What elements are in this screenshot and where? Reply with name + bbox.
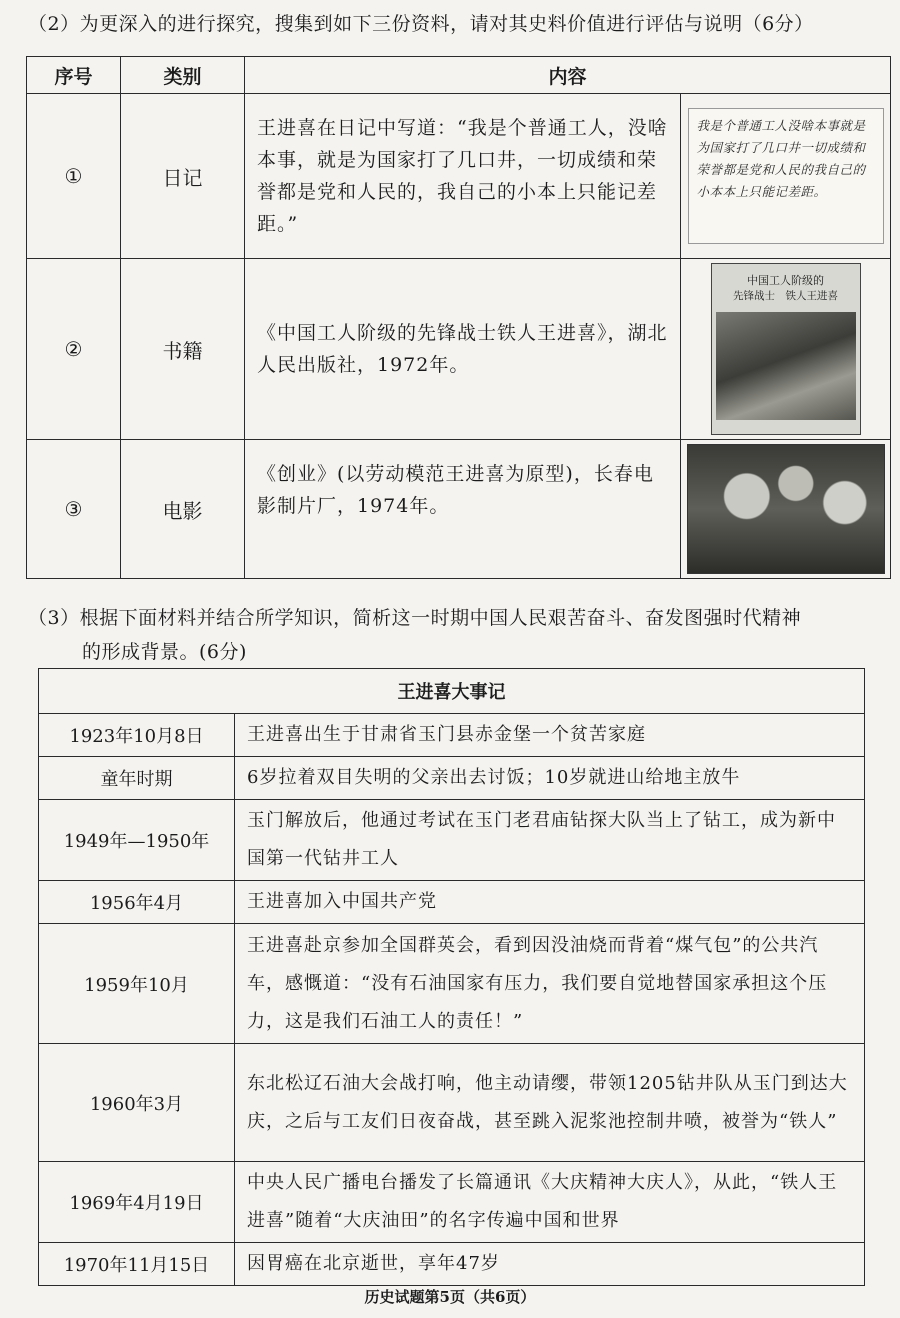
table-row [27,259,891,440]
book-image-cell [681,259,891,440]
question-3-prompt-line-2: 的形成背景。(6分) [82,641,247,663]
chronology-table [38,668,865,1286]
book-cover-photo [716,312,856,420]
row-content: 王进喜在日记中写道：“我是个普通工人，没啥本事，就是为国家打了几口井，一切成绩和荣誉都是党和人民的，我自己的小本上只能记差距。” [245,94,681,259]
header-category: 类别 [121,57,245,94]
table-row [39,800,865,881]
table-row [39,1162,865,1243]
row-category: 电影 [121,440,245,579]
film-still-image [687,444,885,574]
row-content: 《创业》(以劳动模范王进喜为原型)，长春电影制片厂，1974年。 [245,440,681,579]
row-category: 日记 [121,94,245,259]
event-date: 1960年3月 [39,1044,235,1162]
header-content: 内容 [245,57,891,94]
table-row [27,440,891,579]
event-date: 1949年—1950年 [39,800,235,881]
event-date: 童年时期 [39,757,235,800]
table-row [39,714,865,757]
row-category: 书籍 [121,259,245,440]
question-3-prompt-line-1: （3）根据下面材料并结合所学知识，简析这一时期中国人民艰苦奋斗、奋发图强时代精神 [28,607,802,629]
row-index: ③ [27,440,121,579]
event-text: 因胃癌在北京逝世，享年47岁 [235,1243,865,1286]
book-cover-title-2: 先锋战士 铁人王进喜 [733,290,838,302]
event-text: 王进喜出生于甘肃省玉门县赤金堡一个贫苦家庭 [235,714,865,757]
event-date: 1956年4月 [39,881,235,924]
event-text: 东北松辽石油大会战打响，他主动请缨，带领1205钻井队从玉门到达大庆，之后与工友们日夜奋战，甚至跳入泥浆池控制井喷，被誉为“铁人” [235,1044,865,1162]
event-text: 王进喜加入中国共产党 [235,881,865,924]
diary-image-cell [681,94,891,259]
event-date: 1923年10月8日 [39,714,235,757]
table-row [39,1044,865,1162]
header-index: 序号 [27,57,121,94]
film-image-cell [681,440,891,579]
event-date: 1970年11月15日 [39,1243,235,1286]
event-text: 玉门解放后，他通过考试在玉门老君庙钻探大队当上了钻工，成为新中国第一代钻井工人 [235,800,865,881]
event-text: 王进喜赴京参加全国群英会，看到因没油烧而背着“煤气包”的公共汽车，感慨道：“没有石油国家有压力，我们要自觉地替国家承担这个压力，这是我们石油工人的责任！” [235,924,865,1044]
event-text: 中央人民广播电台播发了长篇通讯《大庆精神大庆人》，从此，“铁人王进喜”随着“大庆油田”的名字传遍中国和世界 [235,1162,865,1243]
event-date: 1969年4月19日 [39,1162,235,1243]
question-2-prompt: （2）为更深入的进行探究，搜集到如下三份资料，请对其史料价值进行评估与说明（6分） [28,13,814,35]
event-date: 1959年10月 [39,924,235,1044]
book-cover-title-1: 中国工人阶级的 [747,274,824,287]
diary-handwriting-image: 我是个普通工人没啥本事就是为国家打了几口井一切成绩和荣誉都是党和人民的我自己的小本本上只能记差距。 [688,108,884,244]
sources-table-header [27,57,891,94]
sources-table [26,56,891,579]
table-row [39,1243,865,1286]
row-content: 《中国工人阶级的先锋战士铁人王进喜》，湖北人民出版社，1972年。 [245,259,681,440]
table-row [39,757,865,800]
chronology-title: 王进喜大事记 [39,669,865,714]
page-footer: 历史试题第5页（共6页） [364,1288,536,1306]
event-text: 6岁拉着双目失明的父亲出去讨饭；10岁就进山给地主放牛 [235,757,865,800]
row-index: ① [27,94,121,259]
table-row [27,94,891,259]
table-row [39,924,865,1044]
row-index: ② [27,259,121,440]
book-cover-image [711,263,861,435]
table-row [39,881,865,924]
